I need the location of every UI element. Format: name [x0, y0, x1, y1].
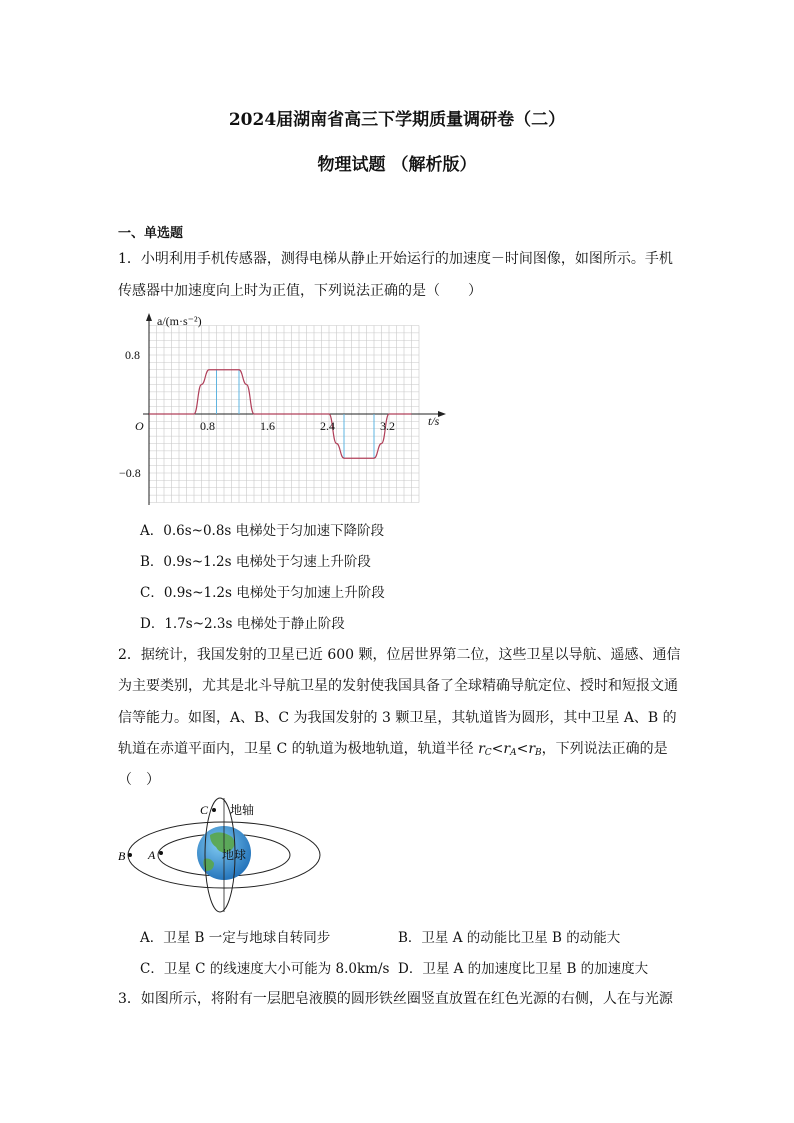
q1-option-b: B．0.9s~1.2s 电梯处于匀速上升阶段: [140, 554, 371, 570]
q2-stem-line2: 为主要类别，尤其是北斗导航卫星的发射使我国具备了全球精确导航定位、授时和短报文通: [118, 678, 678, 694]
y-axis-label: a/(m·s⁻²): [157, 314, 202, 328]
x-axis-label: t/s: [428, 414, 440, 428]
satellite-a: [159, 851, 163, 855]
section-heading: 一、单选题: [118, 226, 184, 241]
lt-1: <: [491, 741, 504, 757]
chart-axes: [143, 313, 446, 505]
y-axis-arrow: [146, 313, 152, 321]
r-b-symbol: $r_B$: [528, 741, 542, 758]
origin-label: O: [135, 419, 144, 433]
q1-option-d: D．1.7s~2.3s 电梯处于静止阶段: [140, 616, 345, 632]
q2-line4-post: ，下列说法正确的是: [541, 741, 668, 757]
x-tick-label: 1.6: [260, 419, 275, 433]
satellite-orbits-figure: [112, 795, 352, 915]
q2-stem-line4: [118, 738, 668, 758]
q1-option-c: C．0.9s~1.2s 电梯处于匀加速上升阶段: [140, 585, 385, 601]
axis-label: 地轴: [230, 803, 255, 817]
earth-label: 地球: [222, 848, 247, 862]
r-a-symbol: $r_A$: [503, 741, 517, 758]
q1-stem-line2: 传感器中加速度向上时为正值，下列说法正确的是（ ）: [118, 283, 482, 299]
x-tick-label: 3.2: [380, 419, 395, 433]
q2-option-a: A．卫星 B 一定与地球自转同步: [140, 930, 331, 946]
q2-stem-line5: （ ）: [118, 772, 160, 788]
acceleration-time-chart: [112, 305, 457, 505]
chart-labels: [119, 314, 440, 480]
q2-option-b: B．卫星 A 的动能比卫星 B 的动能大: [398, 930, 621, 946]
q2-stem-line3: 信等能力。如图，A、B、C 为我国发射的 3 颗卫星，其轨道皆为圆形，其中卫星 A、B 的: [118, 710, 677, 726]
satellite-c: [212, 808, 216, 812]
q1-stem-line1: 1．小明利用手机传感器，测得电梯从静止开始运行的加速度－时间图像，如图所示。手机: [118, 251, 673, 267]
label-a: A: [148, 848, 156, 862]
q2-line4-pre: 轨道在赤道平面内，卫星 C 的轨道为极地轨道，轨道半径: [118, 741, 474, 757]
q1-option-a: A．0.6s~0.8s 电梯处于匀加速下降阶段: [140, 523, 385, 539]
document-subtitle: 物理试题 （解析版）: [317, 155, 477, 175]
x-tick-label: 2.4: [320, 419, 335, 433]
y-tick-label: −0.8: [119, 466, 141, 480]
q2-option-c: C．卫星 C 的线速度大小可能为 8.0km/s: [140, 961, 390, 977]
r-c-symbol: $r_C$: [478, 741, 492, 758]
q2-option-d: D．卫星 A 的加速度比卫星 B 的加速度大: [398, 961, 649, 977]
q2-stem-line1: 2．据统计，我国发射的卫星已近 600 颗，位居世界第二位，这些卫星以导航、遥感、通信: [118, 647, 681, 663]
lt-2: <: [516, 741, 529, 757]
q3-stem-line1: 3．如图所示，将附有一层肥皂液膜的圆形铁丝圈竖直放置在红色光源的右侧，人在与光源: [118, 991, 673, 1007]
label-b: B: [118, 849, 126, 863]
x-tick-label: 0.8: [200, 419, 215, 433]
y-tick-label: 0.8: [125, 348, 140, 362]
document-title: 2024届湖南省高三下学期质量调研卷（二）: [228, 110, 566, 130]
label-c: C: [200, 803, 209, 817]
satellite-b: [128, 853, 132, 857]
